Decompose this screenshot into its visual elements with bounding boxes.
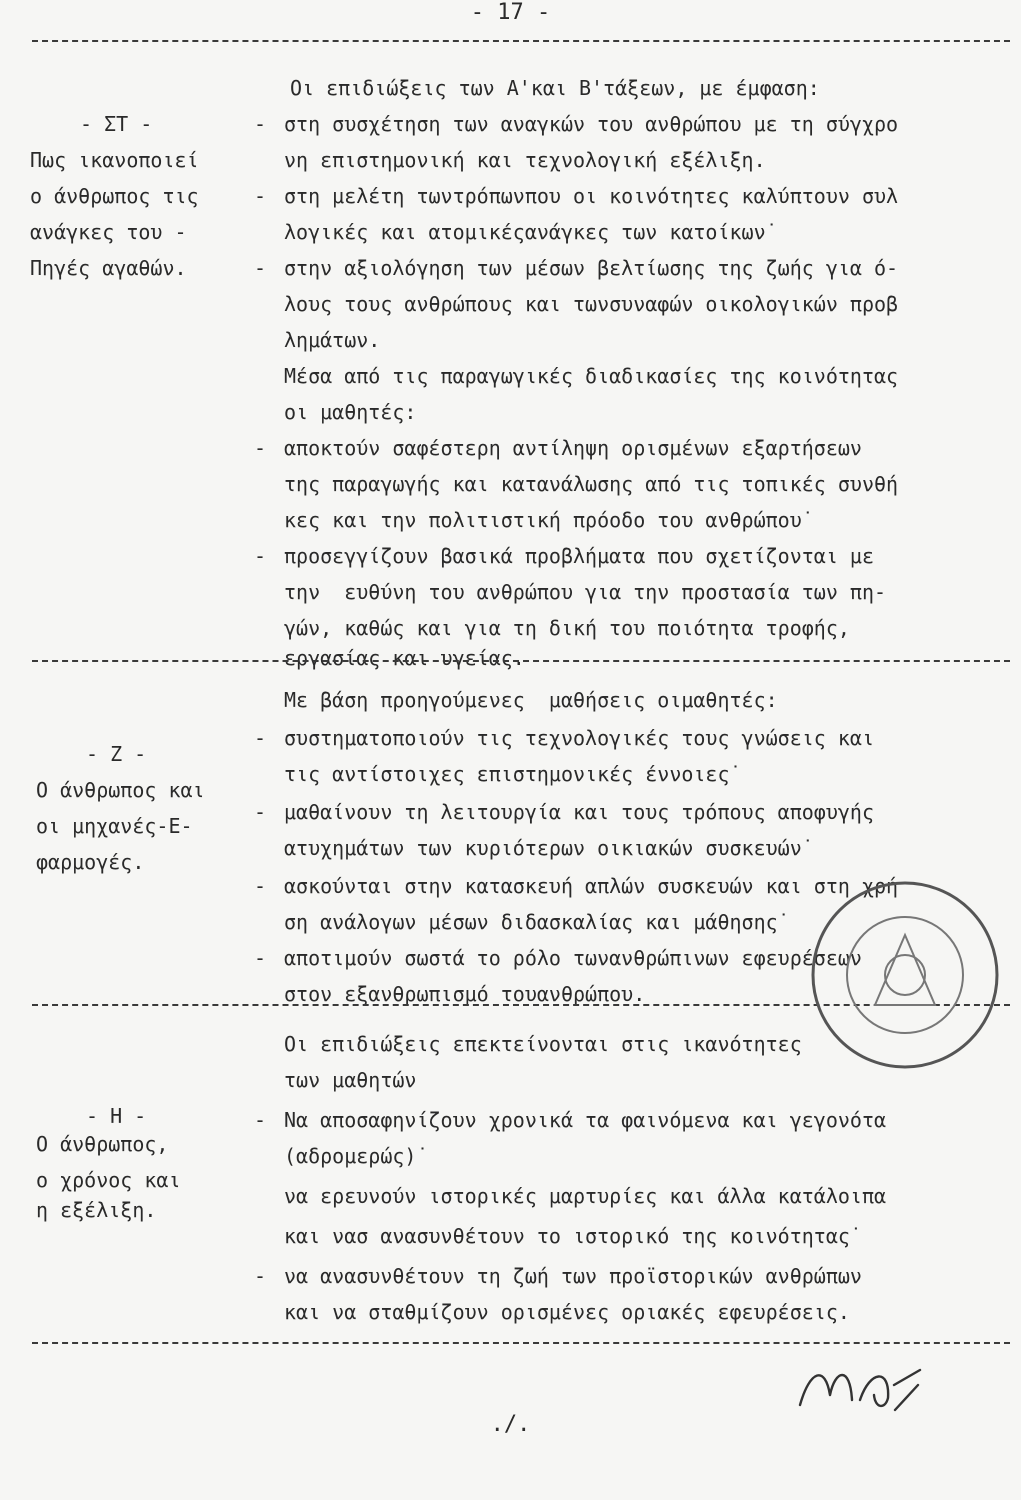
- bullet-dash: -: [254, 112, 267, 136]
- section-heading: - Ζ -: [86, 742, 147, 766]
- body-line: εργασίας και υγείας.: [284, 646, 525, 670]
- bullet-dash: -: [254, 874, 267, 898]
- body-line: αποτιμούν σωστά το ρόλο τωνανθρώπινων εφευρέσεων: [284, 946, 862, 970]
- body-line: στην αξιολόγηση των μέσων βελτίωσης της ζωής για ό-: [284, 256, 899, 280]
- body-line: νη επιστημονική και τεχνολογική εξέλιξη.: [284, 148, 766, 172]
- section-title-line: Ο άνθρωπος,: [36, 1132, 169, 1156]
- bullet-dash: -: [254, 800, 267, 824]
- official-stamp: [805, 875, 1005, 1075]
- body-line: στη συσχέτηση των αναγκών του ανθρώπου με τη σύγχρο: [284, 112, 899, 136]
- section-intro: Με βάση προηγούμενες μαθήσεις οιμαθητές:: [284, 688, 778, 712]
- body-line: στον εξανθρωπισμό τουανθρώπου.: [284, 982, 646, 1006]
- body-line: να ανασυνθέτουν τη ζωή των προϊστορικών ανθρώπων: [284, 1264, 862, 1288]
- page-number: - 17 -: [470, 0, 551, 25]
- section-title-line: ανάγκες του -: [30, 220, 187, 244]
- divider: [32, 660, 1010, 662]
- body-line: ασκούνται στην κατασκευή απλών συσκευών και στη χρή: [284, 874, 899, 898]
- bullet-dash: -: [254, 184, 267, 208]
- bullet-dash: -: [254, 726, 267, 750]
- body-line: (αδρομερώς)˙: [284, 1144, 429, 1168]
- body-line: μαθαίνουν τη λειτουργία και τους τρόπους αποφυγής: [284, 800, 875, 824]
- section-heading: - ΣΤ -: [80, 112, 153, 136]
- section-title-line: Ο άνθρωπος και: [36, 778, 205, 802]
- body-line: Μέσα από τις παραγωγικές διαδικασίες της κοινότητας: [284, 364, 899, 388]
- body-line: οι μαθητές:: [284, 400, 417, 424]
- bullet-dash: -: [254, 436, 267, 460]
- bullet-dash: -: [254, 1264, 267, 1288]
- body-line: των μαθητών: [284, 1068, 417, 1092]
- body-line: ση ανάλογων μέσων διδασκαλίας και μάθησης˙: [284, 910, 790, 934]
- divider: [32, 40, 1010, 42]
- bullet-dash: -: [254, 946, 267, 970]
- divider: [32, 1342, 1010, 1344]
- section-title-line: ο άνθρωπος τις: [30, 184, 199, 208]
- section-title-line: ο χρόνος και: [36, 1168, 181, 1192]
- section-heading: - Η -: [86, 1104, 147, 1128]
- body-line: λους τους ανθρώπους και τωνσυναφών οικολογικών προβ: [284, 292, 899, 316]
- body-line: λημάτων.: [284, 328, 381, 352]
- body-line: γών, καθώς και για τη δική του ποιότητα τροφής,: [284, 616, 850, 640]
- body-line: να ερευνούν ιστορικές μαρτυρίες και άλλα κατάλοιπα: [284, 1184, 887, 1208]
- section-intro: Οι επιδιώξεις των Α'και Β'τάξεων, με έμφαση:: [290, 76, 820, 100]
- section-intro: Οι επιδιώξεις επεκτείνονται στις ικανότητες: [284, 1032, 802, 1056]
- section-title-line: η εξέλιξη.: [36, 1198, 157, 1222]
- body-line: λογικές και ατομικέςανάγκες των κατοίκων˙: [284, 220, 778, 244]
- body-line: ατυχημάτων των κυριότερων οικιακών συσκευών˙: [284, 836, 814, 860]
- bullet-dash: -: [254, 544, 267, 568]
- body-line: της παραγωγής και κατανάλωσης από τις τοπικές συνθή: [284, 472, 899, 496]
- body-line: προσεγγίζουν βασικά προβλήματα που σχετίζονται με: [284, 544, 875, 568]
- body-line: και να σταθμίζουν ορισμένες οριακές εφευρέσεις.: [284, 1300, 850, 1324]
- body-line: στη μελέτη τωντρόπωνπου οι κοινότητες καλύπτουν συλ: [284, 184, 899, 208]
- body-line: τις αντίστοιχες επιστημονικές έννοιες˙: [284, 762, 742, 786]
- body-line: την ευθύνη του ανθρώπου για την προστασία των πη-: [284, 580, 887, 604]
- body-line: Να αποσαφηνίζουν χρονικά τα φαινόμενα και γεγονότα: [284, 1108, 887, 1132]
- body-line: και νασ ανασυνθέτουν το ιστορικό της κοινότητας˙: [284, 1224, 862, 1248]
- section-title-line: οι μηχανές-Ε-: [36, 814, 193, 838]
- continuation-mark: ./.: [490, 1412, 531, 1437]
- section-title-line: Πως ικανοποιεί: [30, 148, 199, 172]
- section-title-line: φαρμογές.: [36, 850, 145, 874]
- bullet-dash: -: [254, 1108, 267, 1132]
- body-line: κες και την πολιτιστική πρόοδο του ανθρώπου˙: [284, 508, 814, 532]
- body-line: αποκτούν σαφέστερη αντίληψη ορισμένων εξαρτήσεων: [284, 436, 862, 460]
- section-title-line: Πηγές αγαθών.: [30, 256, 187, 280]
- body-line: συστηματοποιούν τις τεχνολογικές τους γνώσεις και: [284, 726, 875, 750]
- bullet-dash: -: [254, 256, 267, 280]
